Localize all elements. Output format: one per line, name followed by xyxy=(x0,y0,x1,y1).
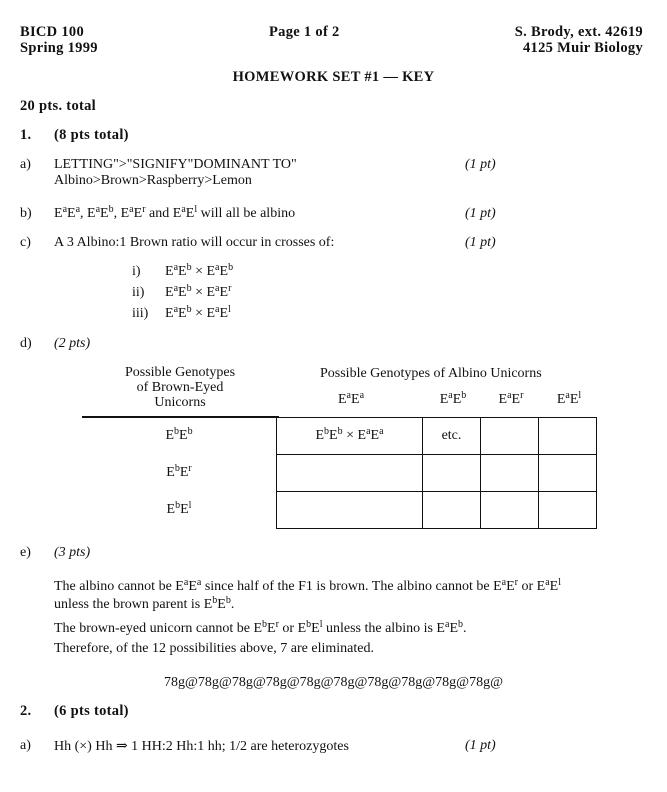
q1a-line2: Albino>Brown>Raspberry>Lemon xyxy=(54,173,252,188)
table-top-rule xyxy=(82,416,279,417)
q1e-label: e) xyxy=(20,545,31,560)
albino-genotype-header: Possible Genotypes of Albino Unicorns xyxy=(320,366,542,381)
page-number: Page 1 of 2 xyxy=(269,24,340,40)
q1c-pts: (1 pt) xyxy=(465,235,496,250)
q1b-label: b) xyxy=(20,206,32,221)
row-head-EbEl: $E^bE^l$ xyxy=(82,492,277,529)
cross-i-label: i) xyxy=(132,264,141,279)
table-cell xyxy=(539,455,597,492)
office: 4125 Muir Biology xyxy=(522,40,643,56)
col-head-EaEr: $E^aE^r$ xyxy=(498,390,524,407)
table-cell xyxy=(423,455,481,492)
brown-genotype-header-1: Possible Genotypes xyxy=(124,365,236,380)
q2a-label: a) xyxy=(20,738,31,753)
q1a-line1: LETTING">"SIGNIFY"DOMINANT TO" xyxy=(54,157,297,172)
q1c-label: c) xyxy=(20,235,31,250)
brown-genotype-header-2: of Brown-Eyed xyxy=(136,380,224,395)
brown-genotype-header-3: Unicorns xyxy=(154,395,206,410)
q1d-label: d) xyxy=(20,336,32,351)
course-code: BICD 100 xyxy=(20,24,85,40)
q1d-pts: (2 pts) xyxy=(54,336,91,351)
table-row xyxy=(82,455,597,492)
q1e-para3: Therefore, of the 12 possibilities above, 7 are eliminated. xyxy=(54,641,374,656)
q2a-text: Hh (×) Hh ⇒ 1 HH:2 Hh:1 hh; 1/2 are heterozygotes xyxy=(54,739,349,754)
garbled-equation: 78g@78g@78g@78g@78g@78g@78g@78g@78g@78g@ xyxy=(164,675,503,690)
row-head-EbEr: $E^bE^r$ xyxy=(82,455,277,492)
q2a-pts: (1 pt) xyxy=(465,738,496,753)
table-cell xyxy=(277,492,423,529)
table-cell xyxy=(539,492,597,529)
q1e-para1-line2: unless the brown parent is $E^bE^b$. xyxy=(54,595,235,612)
q1c-text: A 3 Albino:1 Brown ratio will occur in crosses of: xyxy=(54,235,335,250)
q1e-pts: (3 pts) xyxy=(54,545,91,560)
q1a-pts: (1 pt) xyxy=(465,157,496,172)
table-cell xyxy=(481,455,539,492)
col-head-EaEa: $E^aE^a$ xyxy=(337,390,365,407)
q1e-para1-line1: The albino cannot be $E^aE^a$ since half of the F1 is brown. The albino cannot be $E^aE^r$ or $E^aE^l$ xyxy=(54,577,562,594)
table-cell xyxy=(423,492,481,529)
genotype-table xyxy=(82,417,597,529)
q1-number: 1. xyxy=(20,127,32,143)
table-cell xyxy=(481,492,539,529)
col-head-EaEl: $E^aE^l$ xyxy=(556,390,582,407)
total-points: 20 pts. total xyxy=(20,98,96,114)
cross-i: $E^aE^b \times E^aE^b$ xyxy=(165,262,234,279)
course-term: Spring 1999 xyxy=(20,40,98,56)
table-cell xyxy=(539,418,597,455)
table-row xyxy=(82,418,597,455)
row-head-EbEb: $E^bE^b$ xyxy=(82,418,277,455)
table-row xyxy=(82,492,597,529)
q1e-para2: The brown-eyed unicorn cannot be $E^bE^r$ or $E^bE^l$ unless the albino is $E^aE^b$. xyxy=(54,619,467,636)
cross-iii: $E^aE^b \times E^aE^l$ xyxy=(165,304,231,321)
col-head-EaEb: $E^aE^b$ xyxy=(439,390,467,407)
q1b-text: $E^aE^a$, $E^aE^b$, $E^aE^r$ and $E^aE^l$ will all be albino xyxy=(54,204,296,221)
page-title: HOMEWORK SET #1 — KEY xyxy=(232,69,435,85)
cross-ii: $E^aE^b \times E^aE^r$ xyxy=(165,283,232,300)
q1-points: (8 pts total) xyxy=(54,127,129,143)
table-cell xyxy=(481,418,539,455)
table-cell xyxy=(277,455,423,492)
instructor: S. Brody, ext. 42619 xyxy=(514,24,643,40)
cell-etc: etc. xyxy=(423,418,481,455)
q1a-label: a) xyxy=(20,157,31,172)
cross-ii-label: ii) xyxy=(132,285,145,300)
cell-cross: $E^bE^b \times E^aE^a$ xyxy=(277,418,423,455)
q2-points: (6 pts total) xyxy=(54,703,129,719)
q1b-pts: (1 pt) xyxy=(465,206,496,221)
cross-iii-label: iii) xyxy=(132,306,149,321)
q2-number: 2. xyxy=(20,703,32,719)
